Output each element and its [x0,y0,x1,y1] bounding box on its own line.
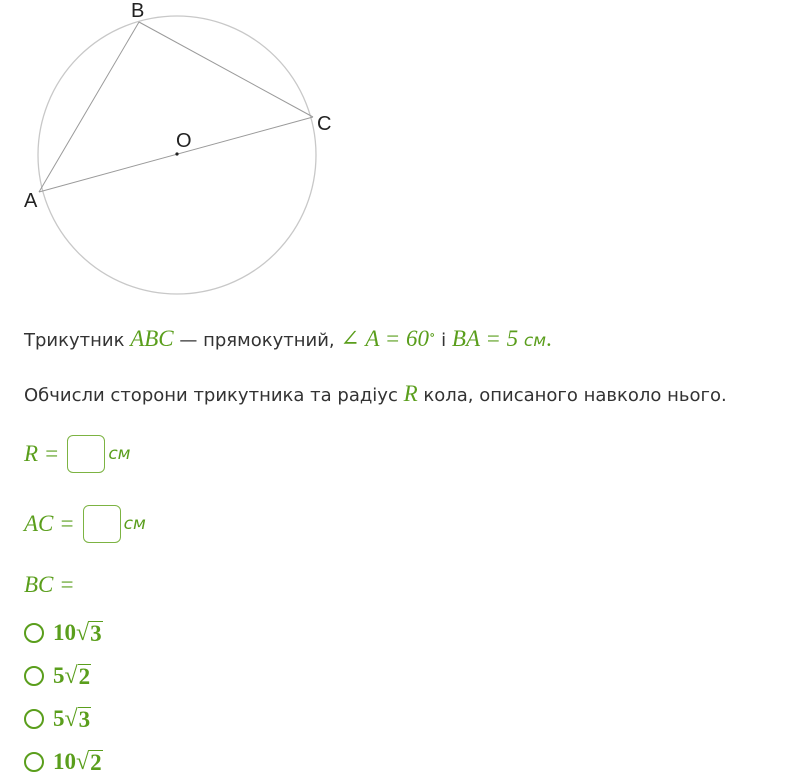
problem-statement [24,326,552,352]
radio-button[interactable] [24,709,44,729]
instruction-suffix: кола, описаного навколо нього. [423,385,727,406]
radius-input[interactable] [67,435,105,473]
ac-label: AC = [24,511,75,536]
side-unit: см [523,331,547,351]
bc-answer-row [24,572,75,598]
degree-sign: ∘ [429,327,436,342]
bc-option-4[interactable] [24,749,103,775]
bc-label: BC = [24,572,75,597]
bc-option-3[interactable] [24,706,91,732]
label-b: B [131,0,145,22]
instruction-prefix: Обчисли сторони трикутника та радіус [24,385,398,406]
option-value: 5 √ 3 [53,706,91,732]
radius-unit: см [108,444,131,464]
ac-input[interactable] [83,505,121,543]
option-value: 10 √ 3 [53,620,102,646]
radio-button[interactable] [24,623,44,643]
option-value: 10 √ 2 [53,749,102,775]
task-instruction [24,381,727,407]
statement-end: . [546,326,552,351]
label-c: C [317,113,332,135]
ac-answer-row [24,505,146,543]
bc-option-2[interactable] [24,663,91,689]
radius-var: R [403,381,418,406]
label-o: O [176,130,192,152]
triangle-name: ABC [130,326,174,351]
option-value: 5 √ 2 [53,663,91,689]
side-expression: BA = 5 [451,326,519,351]
statement-mid: — прямокутний, [179,330,335,351]
radius-label: R = [24,441,60,466]
geometry-figure [0,0,360,305]
bc-option-1[interactable] [24,620,103,646]
radius-answer-row [24,435,131,473]
statement-conj: і [441,330,447,351]
radio-button[interactable] [24,666,44,686]
angle-expression: ∠ A = 60 [340,326,430,351]
ac-unit: см [123,514,146,534]
radio-button[interactable] [24,752,44,772]
statement-prefix: Трикутник [24,330,125,351]
center-point [175,152,178,155]
label-a: A [24,190,38,212]
